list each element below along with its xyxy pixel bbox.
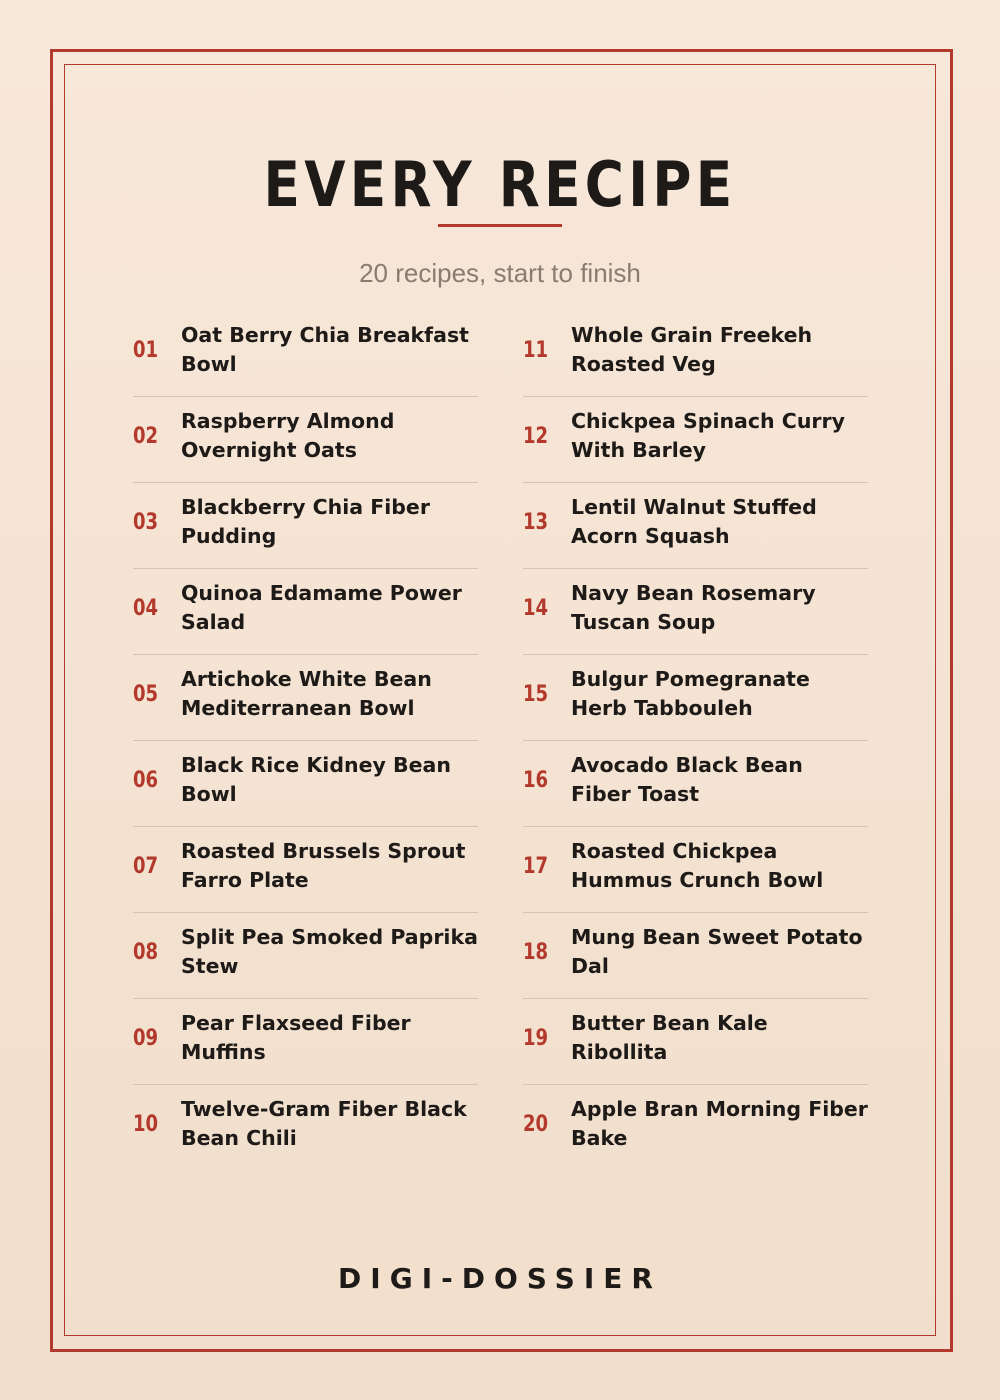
recipe-number: 01 [133,337,159,363]
recipe-name: Oat Berry Chia Breakfast Bowl [181,323,469,376]
title-underline [438,224,562,227]
list-item [133,1086,478,1171]
list-item [133,398,478,483]
list-item [133,656,478,741]
list-item [133,484,478,569]
recipe-name: Roasted Brussels Sprout Farro Plate [181,839,466,892]
recipe-number: 02 [133,423,159,449]
list-item [133,914,478,999]
recipe-name: Quinoa Edamame Power Salad [181,581,462,634]
list-item [133,1000,478,1085]
recipe-number: 19 [523,1025,549,1051]
recipe-name: Navy Bean Rosemary Tuscan Soup [571,581,816,634]
recipe-name: Twelve-Gram Fiber Black Bean Chili [181,1097,467,1150]
recipe-number: 13 [523,509,549,535]
recipe-name: Butter Bean Kale Ribollita [571,1011,768,1064]
recipe-list-left [133,312,478,1172]
list-item [523,1000,868,1085]
recipe-name: Mung Bean Sweet Potato Dal [571,925,863,978]
recipe-list-right [523,312,868,1172]
recipe-name: Pear Flaxseed Fiber Muffins [181,1011,411,1064]
list-item [523,484,868,569]
list-item [523,914,868,999]
recipe-name: Blackberry Chia Fiber Pudding [181,495,430,548]
list-item [523,570,868,655]
recipe-name: Artichoke White Bean Mediterranean Bowl [181,667,432,720]
recipe-number: 03 [133,509,159,535]
recipe-number: 05 [133,681,159,707]
page-title: EVERY RECIPE [263,148,737,221]
list-item [523,742,868,827]
recipe-number: 14 [523,595,549,621]
recipe-name: Avocado Black Bean Fiber Toast [571,753,803,806]
list-item [133,742,478,827]
recipe-number: 10 [133,1111,159,1137]
recipe-number: 11 [523,337,549,363]
recipe-name: Lentil Walnut Stuffed Acorn Squash [571,495,817,548]
recipe-name: Apple Bran Morning Fiber Bake [571,1097,868,1150]
recipe-name: Raspberry Almond Overnight Oats [181,409,395,462]
recipe-number: 16 [523,767,549,793]
list-item [133,570,478,655]
list-item [133,312,478,397]
recipe-name: Bulgur Pomegranate Herb Tabbouleh [571,667,810,720]
list-item [523,312,868,397]
page-subtitle: 20 recipes, start to finish [359,258,641,288]
recipe-number: 08 [133,939,159,965]
recipe-number: 18 [523,939,549,965]
recipe-name: Roasted Chickpea Hummus Crunch Bowl [571,839,824,892]
list-item [523,1086,868,1171]
recipe-number: 04 [133,595,159,621]
recipe-number: 12 [523,423,549,449]
recipe-number: 09 [133,1025,159,1051]
recipe-name: Whole Grain Freekeh Roasted Veg [571,323,813,376]
list-item [523,828,868,913]
list-item [523,398,868,483]
recipe-number: 17 [523,853,549,879]
recipe-name: Split Pea Smoked Paprika Stew [181,925,478,978]
list-item [133,828,478,913]
recipe-number: 20 [523,1111,549,1137]
brand-footer: DIGI-DOSSIER [338,1262,662,1295]
recipe-name: Black Rice Kidney Bean Bowl [181,753,451,806]
recipe-number: 15 [523,681,549,707]
recipe-name: Chickpea Spinach Curry With Barley [571,409,845,462]
recipe-number: 06 [133,767,159,793]
list-item [523,656,868,741]
recipe-number: 07 [133,853,159,879]
